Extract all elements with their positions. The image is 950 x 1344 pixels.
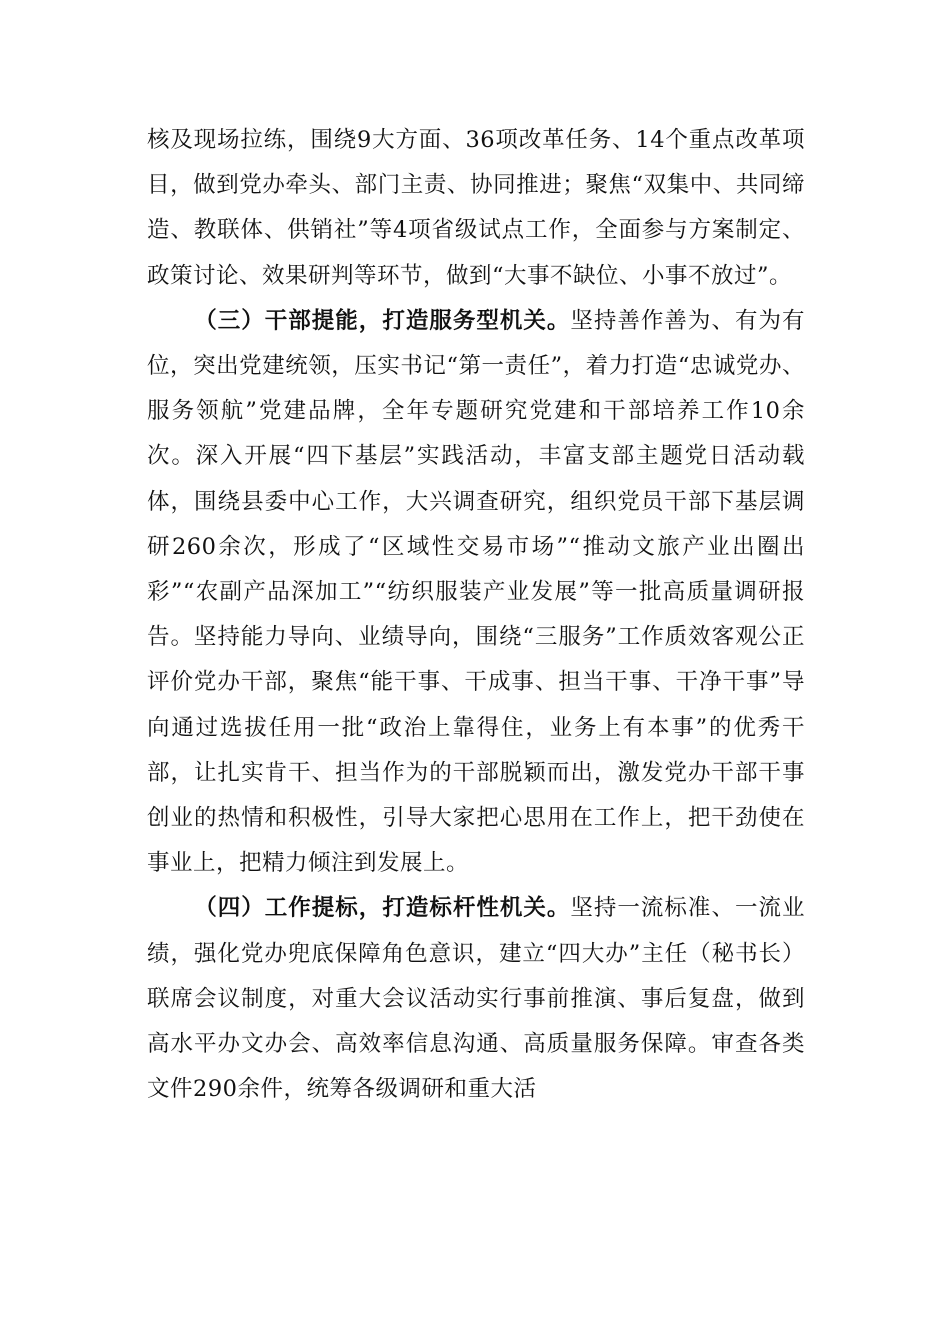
paragraph-continuation — [147, 118, 805, 299]
paragraph-body: 坚持一流标准、一流业绩，强化党办兜底保障角色意识，建立“四大办”主任（秘书长）联席会议制度，对重大会议活动实行事前推演、事后复盘，做到高水平办文办会、高效率信息沟通、高质量服务保障。审查各类文件290余件，统筹各级调研和重大活 — [147, 895, 805, 1103]
section-heading: （四）工作提标，打造标杆性机关。 — [194, 895, 571, 922]
paragraph-section-three — [147, 299, 805, 887]
paragraph-body: 核及现场拉练，围绕9大方面、36项改革任务、14个重点改革项目，做到党办牵头、部门主责、协同推进；聚焦“双集中、共同缔造、教联体、供销社”等4项省级试点工作，全面参与方案制定、政策讨论、效果研判等环节，做到“大事不缺位、小事不放过”。 — [147, 127, 805, 289]
paragraph-section-four — [147, 886, 805, 1112]
paragraph-body: 坚持善作善为、有为有位，突出党建统领，压实书记“第一责任”，着力打造“忠诚党办、服务领航”党建品牌，全年专题研究党建和干部培养工作10余次。深入开展“四下基层”实践活动，丰富支部主题党日活动载体，围绕县委中心工作，大兴调查研究，组织党员干部下基层调研260余次，形成了“区域性交易市场”“推动文旅产业出圈出彩”“农副产品深加工”“纺织服装产业发展”等一批高质量调研报告。坚持能力导向、业绩导向，围绕“三服务”工作质效客观公正评价党办干部，聚焦“能干事、干成事、担当干事、干净干事”导向通过选拔任用一批“政治上靠得住，业务上有本事”的优秀干部，让扎实肯干、担当作为的干部脱颖而出，激发党办干部干事创业的热情和积极性，引导大家把心思用在工作上，把干劲使在事业上，把精力倾注到发展上。 — [147, 307, 805, 877]
document-page — [147, 118, 805, 1112]
section-heading: （三）干部提能，打造服务型机关。 — [194, 307, 571, 334]
